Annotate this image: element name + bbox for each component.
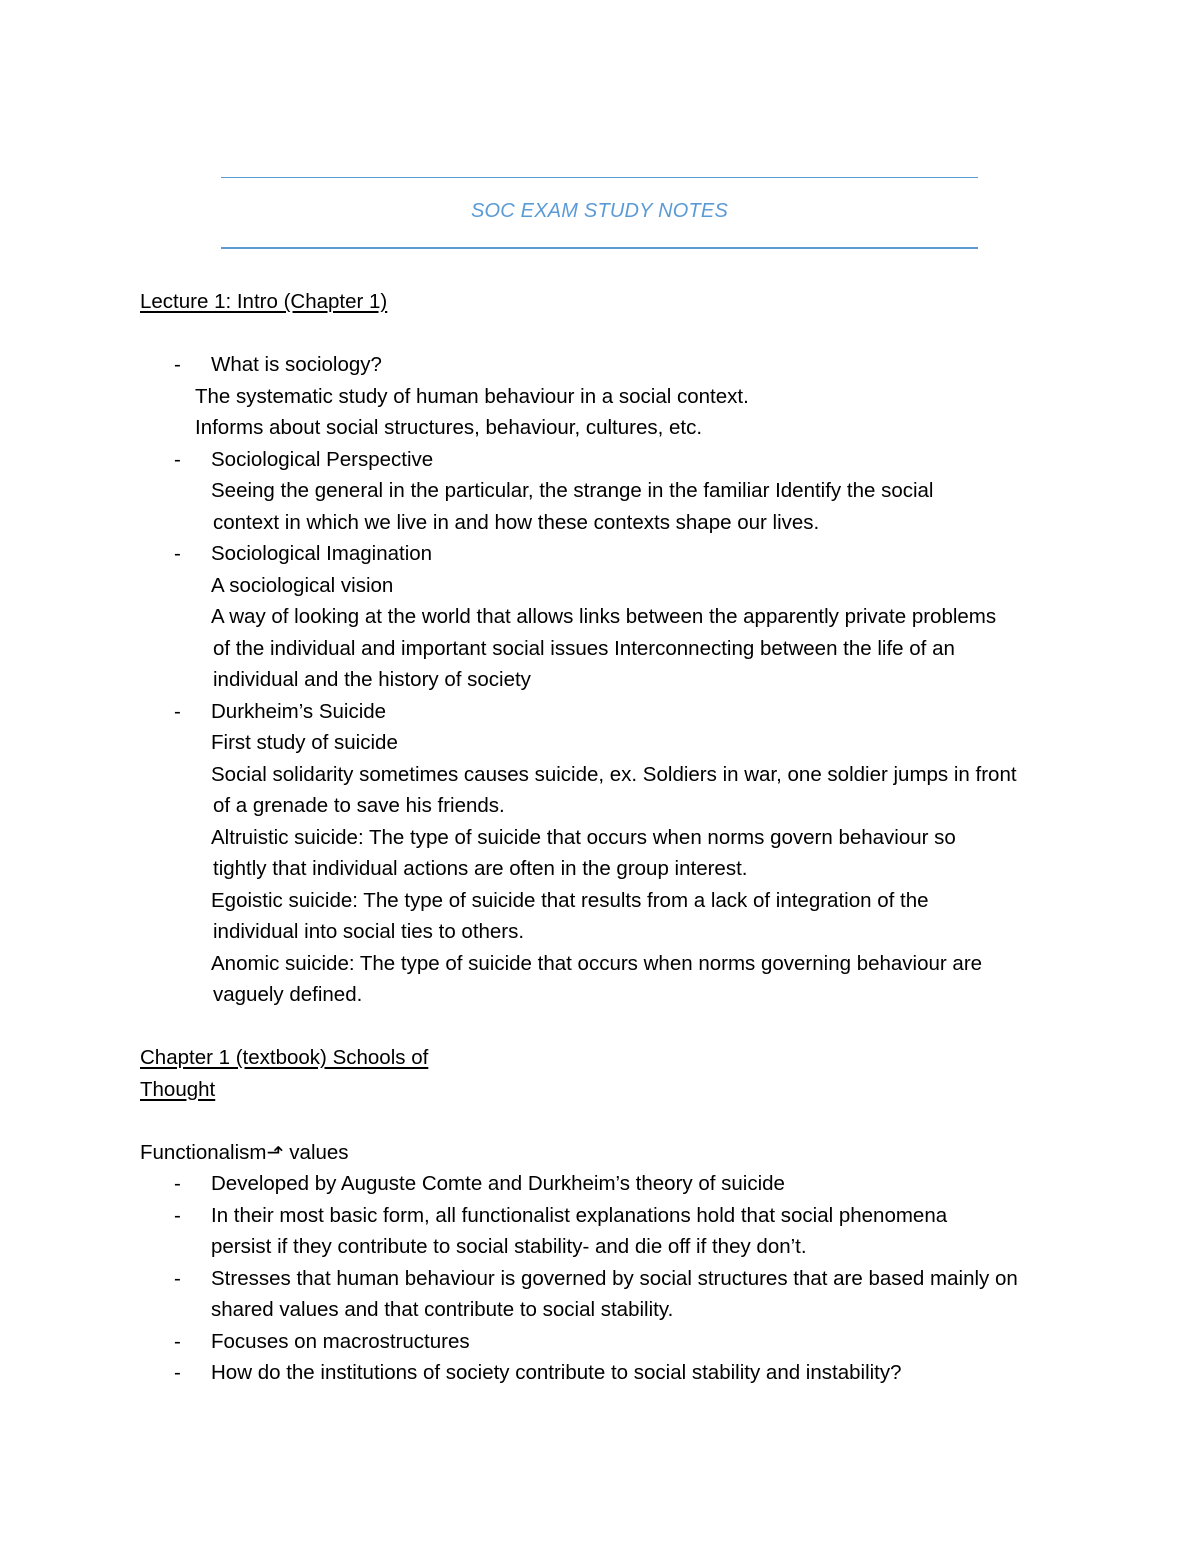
list-item	[140, 538, 1080, 570]
list-item	[140, 444, 1080, 476]
list-item-text: of the individual and important social issues Interconnecting between the life of an	[213, 636, 955, 660]
list-item-text: The systematic study of human behaviour in a social context.	[195, 384, 749, 408]
bullet-dash: -	[174, 542, 181, 565]
list-item-text: individual into social ties to others.	[213, 920, 525, 943]
bullet-dash: -	[174, 353, 181, 376]
list-item-label: Focuses on macrostructures	[211, 1329, 470, 1353]
list-item-text: Altruistic suicide: The type of suicide that occurs when norms govern behaviour so	[211, 825, 956, 849]
bullet-dash: -	[174, 1172, 181, 1195]
list-item-label: Sociological Imagination	[211, 542, 433, 565]
list-item-text: tightly that individual actions are often in the group interest.	[213, 857, 748, 880]
bullet-dash: -	[174, 1329, 181, 1353]
list-item-text: Informs about social structures, behaviour, cultures, etc.	[195, 416, 703, 439]
list-item-label: Sociological Perspective	[211, 447, 434, 471]
subheading-functionalism: Functionalism⬏ values	[140, 1140, 349, 1164]
list-item-label: In their most basic form, all functionalist explanations hold that social phenomena	[211, 1203, 948, 1227]
list-item-text: Seeing the general in the particular, the strange in the familiar Identify the social	[211, 479, 934, 502]
bullet-dash: -	[174, 1361, 181, 1384]
list-item-text: shared values and that contribute to social stability.	[211, 1298, 674, 1321]
section-heading-lecture-1: Lecture 1: Intro (Chapter 1)	[140, 290, 388, 313]
spacer	[140, 1011, 1080, 1043]
list-item-text: context in which we live in and how these contexts shape our lives.	[213, 510, 820, 534]
document-title: SOC EXAM STUDY NOTES	[470, 200, 728, 222]
list-item-text: A way of looking at the world that allows links between the apparently private problems	[211, 605, 997, 628]
title-top-rule	[221, 177, 978, 178]
list-item	[140, 349, 1080, 381]
list-item	[140, 1168, 1080, 1200]
list-item-text: Egoistic suicide: The type of suicide that results from a lack of integration of the	[211, 888, 929, 912]
spacer	[140, 318, 1080, 350]
section-heading-schools-of-thought: Chapter 1 (textbook) Schools of	[140, 1046, 429, 1069]
bullet-dash: -	[174, 699, 181, 723]
title-bottom-rule	[221, 247, 978, 249]
spacer	[140, 1105, 1080, 1137]
list-item-text: individual and the history of society	[213, 668, 531, 691]
document-body	[140, 286, 1080, 1389]
list-item-text: Anomic suicide: The type of suicide that occurs when norms governing behaviour are	[211, 951, 983, 975]
list-item-text: persist if they contribute to social stability- and die off if they don’t.	[211, 1235, 807, 1258]
section-heading-schools-of-thought-cont: Thought	[140, 1077, 216, 1101]
list-item	[140, 1263, 1080, 1295]
bullet-dash: -	[174, 1203, 181, 1227]
list-item	[140, 1200, 1080, 1232]
list-item	[140, 1357, 1080, 1389]
list-item-text: of a grenade to save his friends.	[213, 794, 505, 817]
list-item-label: Stresses that human behaviour is governed by social structures that are based mainly on	[211, 1266, 1018, 1290]
list-item-text: Social solidarity sometimes causes suicide, ex. Soldiers in war, one soldier jumps in front	[211, 762, 1017, 786]
list-item-label: Developed by Auguste Comte and Durkheim’s theory of suicide	[211, 1172, 785, 1195]
list-item-label: What is sociology?	[211, 353, 382, 376]
list-item-label: Durkheim’s Suicide	[211, 699, 387, 723]
bullet-dash: -	[174, 447, 181, 471]
list-item-label: How do the institutions of society contribute to social stability and instability?	[211, 1361, 902, 1384]
list-item-text: A sociological vision	[211, 573, 394, 597]
list-item-text: vaguely defined.	[213, 983, 363, 1006]
list-item	[140, 696, 1080, 728]
list-item-text: First study of suicide	[211, 731, 398, 754]
bullet-dash: -	[174, 1266, 181, 1290]
list-item	[140, 1326, 1080, 1358]
